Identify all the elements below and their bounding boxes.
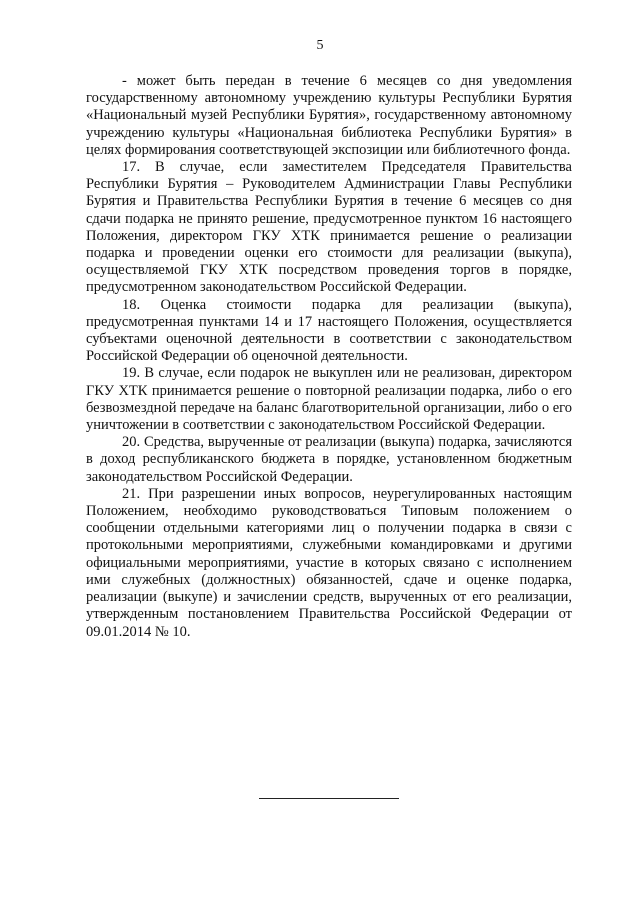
footer-divider [259,798,399,799]
page-number: 5 [316,38,324,53]
paragraph-transfer-clause: - может быть передан в течение 6 месяцев со дня уведомления государственному автономному учреждению культуры Республики Бурятия «Национальный музей Республики Бурятия», государственному автономному учреждению культуры «Национальная библиотека Республики Бурятия» в целях формирования соответствующей экспозиции или библиотечного фонда. [86,73,572,158]
paragraph-20: 20. Средства, вырученные от реализации (выкупа) подарка, зачисляются в доход республиканского бюджета в порядке, установленном бюджетным законодательством Российской Федерации. [86,434,572,485]
paragraph-17: 17. В случае, если заместителем Председателя Правительства Республики Бурятия – Руководителем Администрации Главы Республики Бурятия и Правительства Республики Бурятия в течение 6 месяцев со дня сдачи подарка не принято решение, предусмотренное пунктом 16 настоящего Положения, директором ГКУ ХТК принимается решение о реализации подарка и проведении оценки его стоимости для реализации (выкупа), осуществляемой ГКУ ХТК посредством проведения торгов в порядке, предусмотренном законодательством Российской Федерации. [86,159,572,296]
document-body [86,73,572,641]
paragraph-18: 18. Оценка стоимости подарка для реализации (выкупа), предусмотренная пунктами 14 и 17 настоящего Положения, осуществляется субъектами оценочной деятельности в соответствии с законодательством Российской Федерации об оценочной деятельности. [86,296,572,365]
paragraph-19: 19. В случае, если подарок не выкуплен или не реализован, директором ГКУ ХТК принимается решение о повторной реализации подарка, либо о его безвозмездной передаче на баланс благотворительной организации, либо о его уничтожении в соответствии с законодательством Российской Федерации. [86,365,572,434]
paragraph-21: 21. При разрешении иных вопросов, неурегулированных настоящим Положением, необходимо руководствоваться Типовым положением о сообщении отдельными категориями лиц о получении подарка в связи с протокольными мероприятиями, служебными командировками и другими официальными мероприятиями, участие в которых связано с исполнением ими служебных (должностных) обязанностей, сдаче и оценке подарка, реализации (выкупе) и зачислении средств, вырученных от его реализации, утвержденным постановлением Правительства Российской Федерации от 09.01.2014 № 10. [86,485,572,640]
